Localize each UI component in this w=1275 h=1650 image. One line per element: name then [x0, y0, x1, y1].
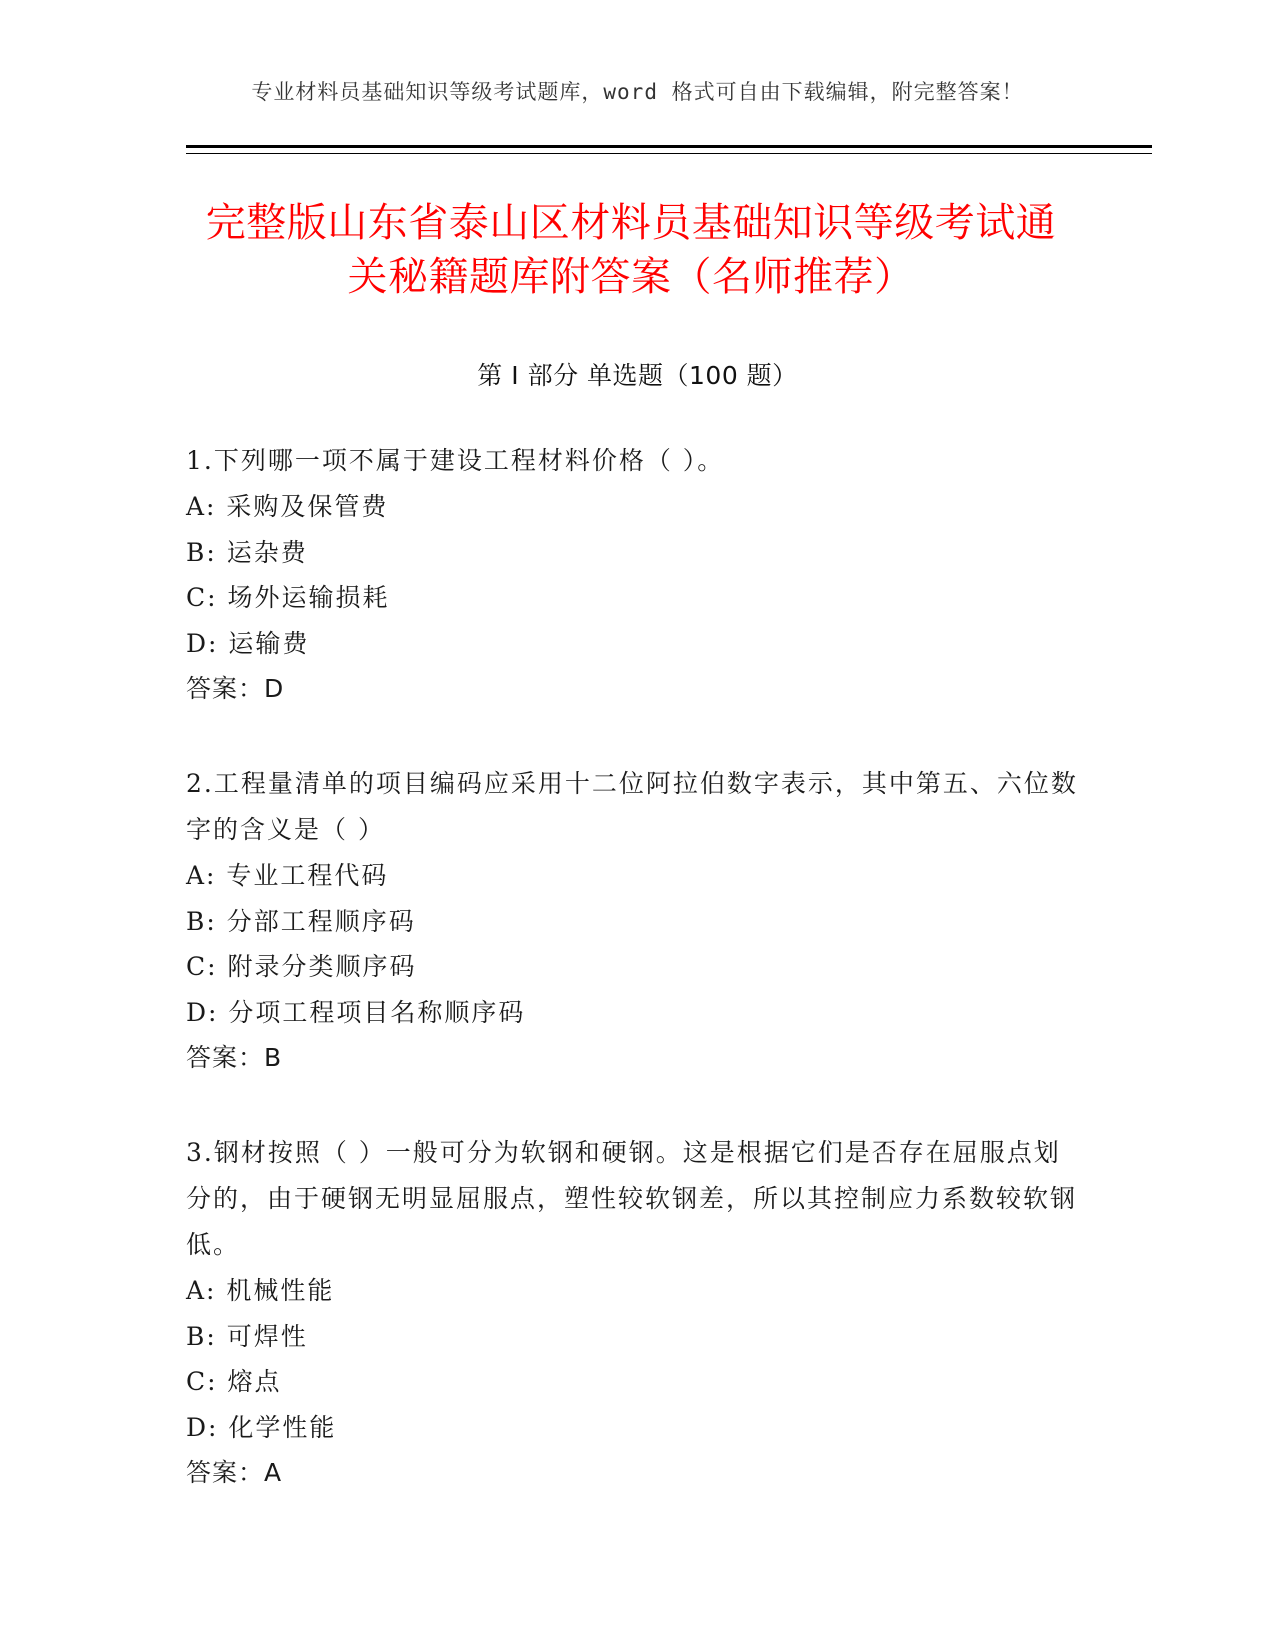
option-c: C: 附录分类顺序码: [186, 952, 417, 981]
option-c: C: 场外运输损耗: [186, 583, 390, 612]
option-d: D: 化学性能: [186, 1412, 337, 1442]
question-3: [186, 1130, 1086, 1496]
option-b: B: 运杂费: [186, 537, 308, 567]
answer: 答案：D: [186, 674, 285, 703]
question-stem: 1.下列哪一项不属于建设工程材料价格（ ）。: [186, 446, 725, 475]
option-a: A: 机械性能: [186, 1276, 335, 1305]
option-a: A: 专业工程代码: [186, 861, 389, 890]
section-heading: 第 I 部分 单选题（100 题）: [477, 361, 798, 390]
question-1: [186, 438, 1086, 712]
question-stem: 3.钢材按照（ ）一般可分为软钢和硬钢。这是根据它们是否存在屈服点划分的，由于硬钢无明显屈服点，塑性较软钢差，所以其控制应力系数较软钢低。: [186, 1138, 1078, 1259]
document-title: 完整版山东省泰山区材料员基础知识等级考试通关秘籍题库附答案（名师推荐）: [205, 200, 1057, 300]
answer: 答案：B: [186, 1043, 283, 1072]
option-a: A: 采购及保管费: [186, 492, 389, 521]
option-d: D: 分项工程项目名称顺序码: [186, 997, 526, 1027]
answer: 答案：A: [186, 1458, 283, 1487]
header-rule-thin: [186, 153, 1152, 154]
option-c: C: 熔点: [186, 1367, 282, 1396]
option-b: B: 分部工程顺序码: [186, 906, 416, 936]
question-2: [186, 761, 1086, 1081]
header-rule-thick: [186, 145, 1152, 148]
header-note: 专业材料员基础知识等级考试题库，word 格式可自由下载编辑，附完整答案！: [251, 80, 1024, 104]
question-stem: 2.工程量清单的项目编码应采用十二位阿拉伯数字表示，其中第五、六位数字的含义是（ ）: [186, 769, 1078, 844]
option-b: B: 可焊性: [186, 1321, 308, 1351]
option-d: D: 运输费: [186, 628, 310, 658]
